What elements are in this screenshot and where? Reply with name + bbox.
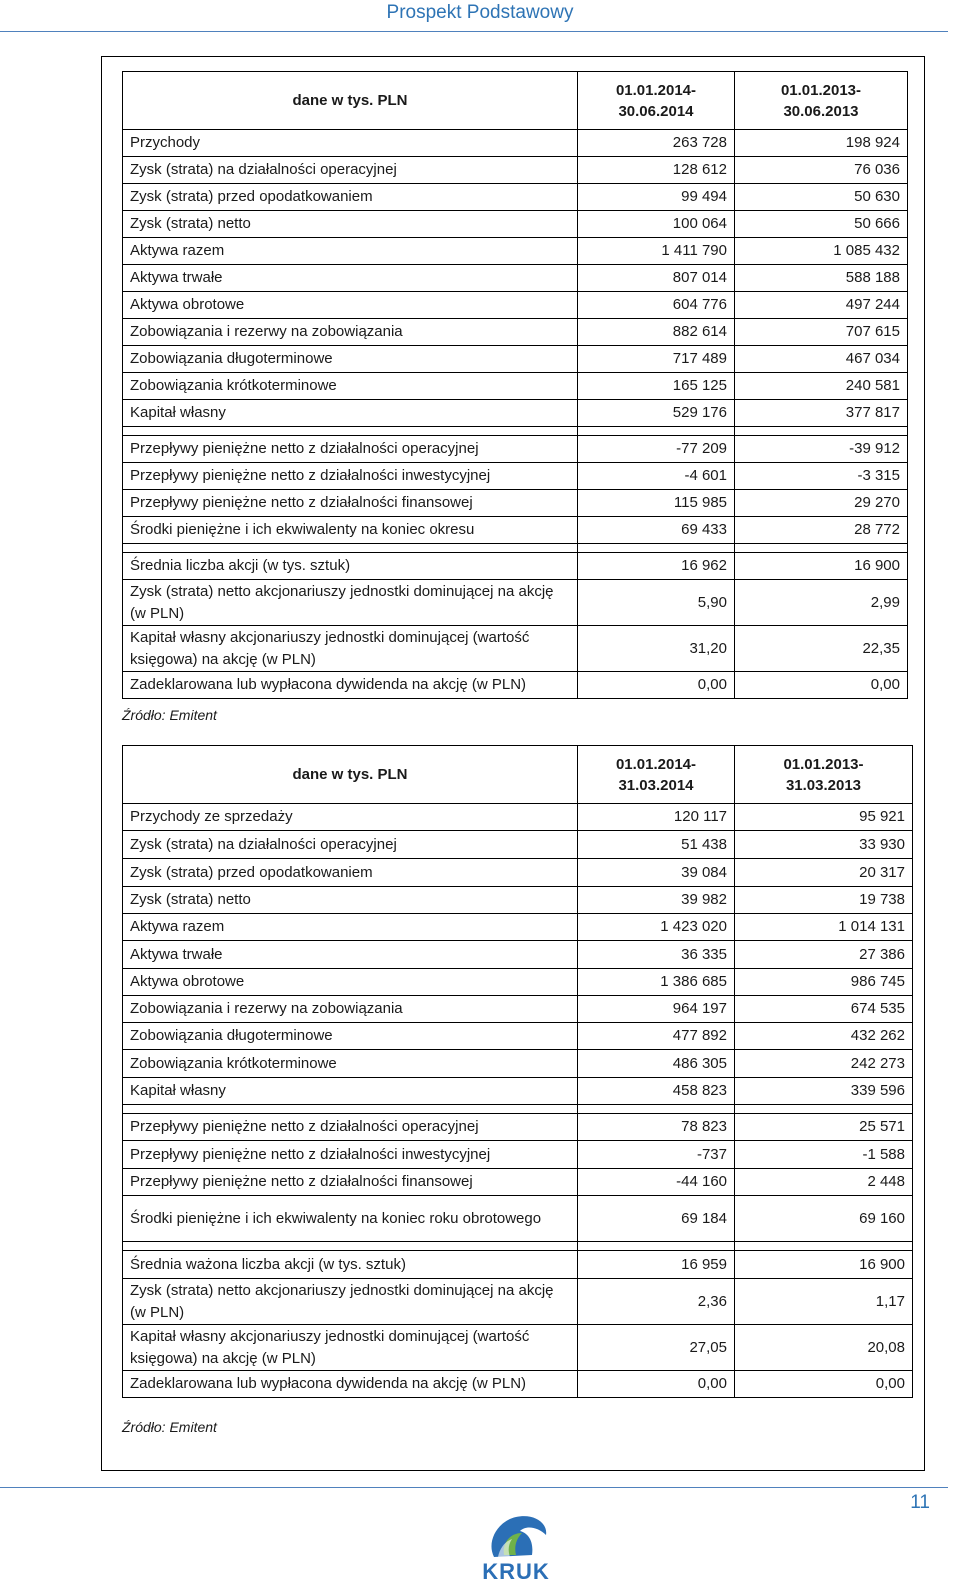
section-spacer	[123, 1242, 913, 1251]
row-label: Kapitał własny akcjonariuszy jednostki dominującej (wartość księgowa) na akcję (w PLN)	[123, 626, 578, 672]
value-previous: 33 930	[735, 831, 913, 859]
units-label: dane w tys. PLN	[123, 72, 578, 130]
value-previous: 674 535	[735, 996, 913, 1023]
row-label: Średnia ważona liczba akcji (w tys. sztuk)	[123, 1251, 578, 1279]
source-note: Źródło: Emitent	[122, 1419, 217, 1435]
spacer-cell	[735, 1105, 913, 1114]
value-previous: 240 581	[735, 373, 908, 400]
row-label: Zobowiązania długoterminowe	[123, 1023, 578, 1050]
financial-table-q1	[122, 745, 913, 1398]
period-header-current	[578, 72, 735, 130]
row-label: Zysk (strata) netto	[123, 887, 578, 914]
row-label: Zadeklarowana lub wypłacona dywidenda na akcję (w PLN)	[123, 1371, 578, 1398]
value-current: -4 601	[578, 463, 735, 490]
period-header-current	[578, 746, 735, 804]
value-previous: 497 244	[735, 292, 908, 319]
table-row	[123, 463, 908, 490]
table-row	[123, 672, 908, 699]
row-label: Zysk (strata) netto akcjonariuszy jednostki dominującej na akcję (w PLN)	[123, 580, 578, 626]
value-previous: -39 912	[735, 436, 908, 463]
value-previous: 707 615	[735, 319, 908, 346]
row-label: Aktywa obrotowe	[123, 969, 578, 996]
value-current: 69 184	[578, 1196, 735, 1242]
value-previous: 467 034	[735, 346, 908, 373]
table-row	[123, 626, 908, 672]
logo-wordmark: KRUK	[482, 1559, 550, 1584]
row-label: Aktywa razem	[123, 914, 578, 941]
row-label: Przychody ze sprzedaży	[123, 804, 578, 831]
table-row	[123, 1141, 913, 1169]
value-current: 99 494	[578, 184, 735, 211]
table-row	[123, 831, 913, 859]
value-current: 39 982	[578, 887, 735, 914]
table-row	[123, 1023, 913, 1050]
value-previous: 986 745	[735, 969, 913, 996]
table-row	[123, 1325, 913, 1371]
value-previous: 1 014 131	[735, 914, 913, 941]
value-current: 0,00	[578, 1371, 735, 1398]
page-number: 11	[910, 1492, 930, 1513]
value-previous: -3 315	[735, 463, 908, 490]
value-previous: 50 630	[735, 184, 908, 211]
footer-divider	[0, 1487, 948, 1488]
row-label: Kapitał własny	[123, 1078, 578, 1105]
row-label: Aktywa obrotowe	[123, 292, 578, 319]
table-row	[123, 969, 913, 996]
row-label: Przepływy pieniężne netto z działalności finansowej	[123, 490, 578, 517]
table-row	[123, 490, 908, 517]
table-row	[123, 400, 908, 427]
value-previous: 198 924	[735, 130, 908, 157]
spacer-cell	[123, 1105, 578, 1114]
table-row	[123, 373, 908, 400]
value-current: 31,20	[578, 626, 735, 672]
table-row	[123, 1050, 913, 1078]
row-label: Zadeklarowana lub wypłacona dywidenda na akcję (w PLN)	[123, 672, 578, 699]
row-label: Średnia liczba akcji (w tys. sztuk)	[123, 553, 578, 580]
value-current: 486 305	[578, 1050, 735, 1078]
row-label: Środki pieniężne i ich ekwiwalenty na koniec roku obrotowego	[123, 1196, 578, 1242]
row-label: Przepływy pieniężne netto z działalności finansowej	[123, 1169, 578, 1196]
value-previous: 377 817	[735, 400, 908, 427]
table-row	[123, 859, 913, 887]
value-current: 16 962	[578, 553, 735, 580]
spacer-cell	[578, 1242, 735, 1251]
section-spacer	[123, 427, 908, 436]
value-current: 5,90	[578, 580, 735, 626]
value-current: 964 197	[578, 996, 735, 1023]
value-current: 1 423 020	[578, 914, 735, 941]
value-current: 120 117	[578, 804, 735, 831]
value-current: 100 064	[578, 211, 735, 238]
section-spacer	[123, 1105, 913, 1114]
row-label: Przepływy pieniężne netto z działalności inwestycyjnej	[123, 463, 578, 490]
value-current: 0,00	[578, 672, 735, 699]
table-row	[123, 941, 913, 969]
period-end: 31.03.2013	[785, 776, 862, 794]
table-row	[123, 1169, 913, 1196]
value-current: -737	[578, 1141, 735, 1169]
value-current: 477 892	[578, 1023, 735, 1050]
table-row	[123, 580, 908, 626]
row-label: Środki pieniężne i ich ekwiwalenty na koniec okresu	[123, 517, 578, 544]
value-previous: 16 900	[735, 553, 908, 580]
value-previous: 95 921	[735, 804, 913, 831]
value-previous: 20,08	[735, 1325, 913, 1371]
units-label: dane w tys. PLN	[123, 746, 578, 804]
spacer-cell	[123, 427, 578, 436]
table-row	[123, 1196, 913, 1242]
table-row	[123, 1279, 913, 1325]
spacer-cell	[123, 544, 578, 553]
table-row	[123, 436, 908, 463]
table-row	[123, 1114, 913, 1141]
document-title: Prospekt Podstawowy	[386, 2, 574, 23]
table-row	[123, 211, 908, 238]
row-label: Zobowiązania krótkoterminowe	[123, 373, 578, 400]
value-current: -44 160	[578, 1169, 735, 1196]
table-row	[123, 346, 908, 373]
value-previous: 588 188	[735, 265, 908, 292]
spacer-cell	[578, 1105, 735, 1114]
value-previous: 0,00	[735, 1371, 913, 1398]
value-previous: 25 571	[735, 1114, 913, 1141]
period-start: 01.01.2014-	[615, 81, 697, 99]
value-previous: 16 900	[735, 1251, 913, 1279]
table-row	[123, 1078, 913, 1105]
row-label: Aktywa trwałe	[123, 265, 578, 292]
period-header-previous	[735, 72, 908, 130]
spacer-cell	[735, 544, 908, 553]
table-row	[123, 130, 908, 157]
value-previous: 28 772	[735, 517, 908, 544]
spacer-cell	[578, 544, 735, 553]
row-label: Aktywa trwałe	[123, 941, 578, 969]
value-previous: 22,35	[735, 626, 908, 672]
row-label: Kapitał własny akcjonariuszy jednostki dominującej (wartość księgowa) na akcję (w PLN)	[123, 1325, 578, 1371]
value-previous: 2,99	[735, 580, 908, 626]
value-current: 458 823	[578, 1078, 735, 1105]
value-previous: 1 085 432	[735, 238, 908, 265]
value-current: 16 959	[578, 1251, 735, 1279]
row-label: Kapitał własny	[123, 400, 578, 427]
table-row	[123, 157, 908, 184]
value-current: -77 209	[578, 436, 735, 463]
table-header-row	[123, 746, 913, 804]
section-spacer	[123, 544, 908, 553]
value-current: 807 014	[578, 265, 735, 292]
row-label: Zysk (strata) na działalności operacyjnej	[123, 831, 578, 859]
kruk-logo	[476, 1511, 556, 1584]
spacer-cell	[735, 1242, 913, 1251]
row-label: Zysk (strata) netto akcjonariuszy jednostki dominującej na akcję (w PLN)	[123, 1279, 578, 1325]
spacer-cell	[578, 427, 735, 436]
period-start: 01.01.2013-	[783, 755, 864, 773]
bird-icon	[476, 1511, 556, 1561]
value-previous: -1 588	[735, 1141, 913, 1169]
period-start: 01.01.2014-	[615, 755, 697, 773]
value-previous: 1,17	[735, 1279, 913, 1325]
header-divider	[0, 31, 948, 32]
value-current: 2,36	[578, 1279, 735, 1325]
value-current: 36 335	[578, 941, 735, 969]
source-note: Źródło: Emitent	[122, 707, 217, 723]
table-row	[123, 553, 908, 580]
table-row	[123, 1371, 913, 1398]
value-previous: 76 036	[735, 157, 908, 184]
table-row	[123, 265, 908, 292]
table-row	[123, 238, 908, 265]
spacer-cell	[123, 1242, 578, 1251]
value-previous: 2 448	[735, 1169, 913, 1196]
row-label: Zobowiązania krótkoterminowe	[123, 1050, 578, 1078]
value-current: 78 823	[578, 1114, 735, 1141]
value-previous: 69 160	[735, 1196, 913, 1242]
value-current: 529 176	[578, 400, 735, 427]
table-row	[123, 887, 913, 914]
row-label: Zobowiązania i rezerwy na zobowiązania	[123, 319, 578, 346]
value-previous: 20 317	[735, 859, 913, 887]
period-header-previous	[735, 746, 913, 804]
table-row	[123, 319, 908, 346]
row-label: Zobowiązania i rezerwy na zobowiązania	[123, 996, 578, 1023]
table-header-row	[123, 72, 908, 130]
table-row	[123, 804, 913, 831]
table-row	[123, 996, 913, 1023]
period-end: 31.03.2014	[618, 776, 694, 794]
value-current: 128 612	[578, 157, 735, 184]
value-current: 115 985	[578, 490, 735, 517]
value-current: 165 125	[578, 373, 735, 400]
value-current: 69 433	[578, 517, 735, 544]
value-previous: 50 666	[735, 211, 908, 238]
table-row	[123, 914, 913, 941]
value-previous: 19 738	[735, 887, 913, 914]
value-current: 717 489	[578, 346, 735, 373]
row-label: Przepływy pieniężne netto z działalności operacyjnej	[123, 436, 578, 463]
value-current: 39 084	[578, 859, 735, 887]
spacer-cell	[735, 427, 908, 436]
value-current: 263 728	[578, 130, 735, 157]
row-label: Aktywa razem	[123, 238, 578, 265]
page-header	[0, 0, 960, 32]
value-current: 1 386 685	[578, 969, 735, 996]
table-row	[123, 184, 908, 211]
value-current: 51 438	[578, 831, 735, 859]
value-current: 882 614	[578, 319, 735, 346]
value-previous: 242 273	[735, 1050, 913, 1078]
row-label: Zysk (strata) netto	[123, 211, 578, 238]
table-row	[123, 517, 908, 544]
period-end: 30.06.2013	[783, 102, 859, 120]
row-label: Zysk (strata) przed opodatkowaniem	[123, 184, 578, 211]
row-label: Przepływy pieniężne netto z działalności operacyjnej	[123, 1114, 578, 1141]
value-current: 1 411 790	[578, 238, 735, 265]
period-end: 30.06.2014	[618, 102, 694, 120]
row-label: Przychody	[123, 130, 578, 157]
value-current: 604 776	[578, 292, 735, 319]
row-label: Zysk (strata) na działalności operacyjnej	[123, 157, 578, 184]
value-current: 27,05	[578, 1325, 735, 1371]
financial-table-h1	[122, 71, 908, 699]
period-start: 01.01.2013-	[780, 81, 862, 99]
value-previous: 0,00	[735, 672, 908, 699]
value-previous: 339 596	[735, 1078, 913, 1105]
value-previous: 29 270	[735, 490, 908, 517]
row-label: Zobowiązania długoterminowe	[123, 346, 578, 373]
value-previous: 432 262	[735, 1023, 913, 1050]
row-label: Zysk (strata) przed opodatkowaniem	[123, 859, 578, 887]
table-row	[123, 1251, 913, 1279]
row-label: Przepływy pieniężne netto z działalności inwestycyjnej	[123, 1141, 578, 1169]
table-row	[123, 292, 908, 319]
value-previous: 27 386	[735, 941, 913, 969]
